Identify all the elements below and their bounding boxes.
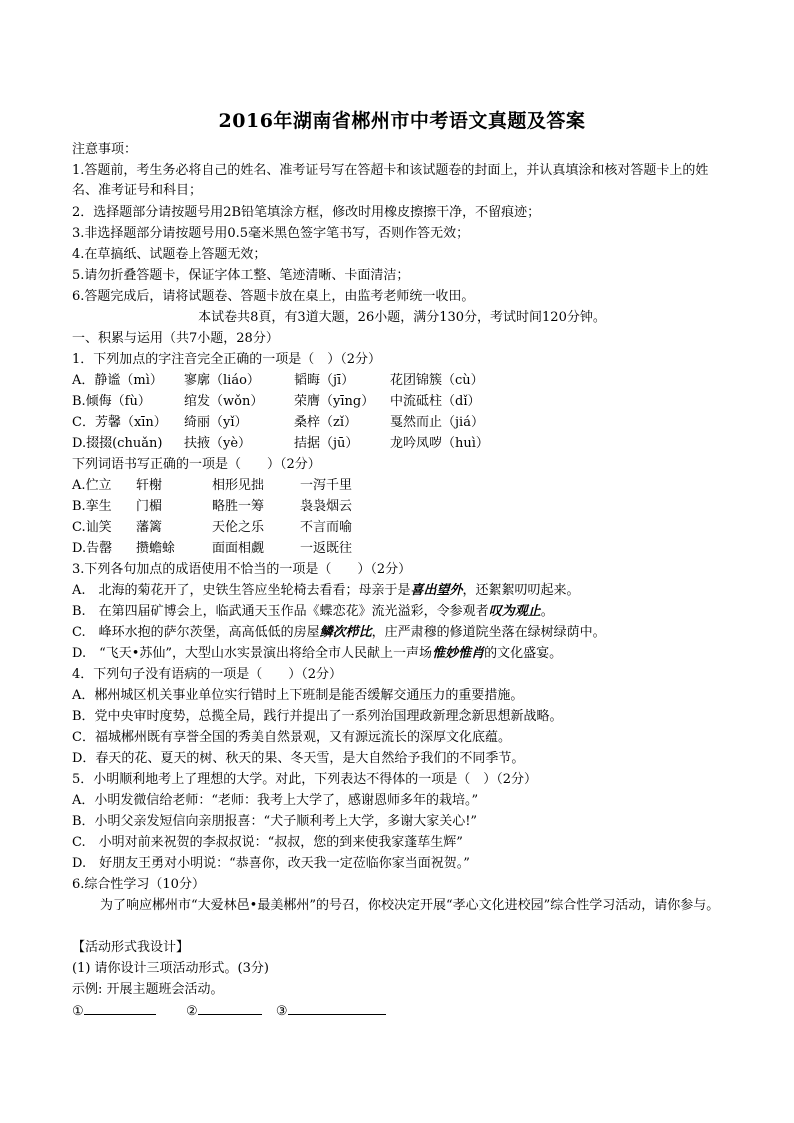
question-4-option-a: A．郴州城区机关事业单位实行错时上下班制是能否缓解交通压力的重要措施。 <box>72 688 524 703</box>
option-item: 天伦之乐 <box>212 520 265 535</box>
blank-marker: ② <box>185 1004 198 1019</box>
note-item-3: 3.非选择题部分请按题号用0.5毫米黑色签字笔书写，否则作答无效； <box>72 226 470 241</box>
question-2-option-b <box>72 497 352 517</box>
option-item: A.伫立 <box>72 478 112 493</box>
emphasized-idiom: 叹为观止 <box>488 604 541 619</box>
option-item: 龙吟凤哕（huì） <box>390 436 489 451</box>
option-item: C.讪笑 <box>72 520 112 535</box>
option-text: 的文化盛宴。 <box>484 646 563 661</box>
option-item: B.挛生 <box>72 499 112 514</box>
answer-blanks <box>72 1001 386 1022</box>
note-item-5: 5.请勿折叠答题卡，保证字体工整、笔迹清晰、卡面清洁； <box>72 268 410 283</box>
blank-marker: ① <box>72 1004 84 1019</box>
option-item: 面面相觑 <box>212 541 265 556</box>
option-item: 绾发（wǒn） <box>184 394 264 409</box>
option-item: D.掇掇(chuǎn) <box>72 436 163 451</box>
question-1-option-a <box>72 371 484 391</box>
option-item: 绮丽（yǐ） <box>184 415 248 430</box>
option-text: 。 <box>540 604 554 619</box>
option-item: 桑梓（zǐ） <box>294 415 358 430</box>
note-item-4: 4.在草搞纸、试题卷上答题无效； <box>72 247 267 262</box>
question-1-option-b <box>72 392 480 412</box>
question-2-stem: 下列词语书写正确的一项是（ ）（2分） <box>72 457 321 472</box>
option-item: D.告罄 <box>72 541 113 556</box>
option-item: 一泻千里 <box>300 478 353 493</box>
answer-blank-3[interactable] <box>288 1001 386 1015</box>
emphasized-idiom: 惟妙惟肖 <box>432 646 485 661</box>
question-2-option-c <box>72 518 352 538</box>
option-item: 轩榭 <box>136 478 163 493</box>
question-5-stem: 5．小明顺利地考上了理想的大学。对此，下列表达不得体的一项是（ ）（2分） <box>72 772 538 787</box>
answer-blank-1[interactable] <box>84 1001 156 1015</box>
option-item: C．芳馨（xīn） <box>72 415 167 430</box>
option-item: 藩篱 <box>136 520 163 535</box>
option-item: 一返既往 <box>300 541 353 556</box>
question-2-option-a <box>72 476 352 496</box>
option-item: 戛然而止（jiá） <box>390 415 484 430</box>
question-4-option-c: C．福城郴州既有享誉全国的秀美自然景观，又有源远流长的深厚文化底蕴。 <box>72 730 511 745</box>
note-item-2: 2．选择题部分请按题号用2B铅笔填涂方框，修改时用橡皮擦擦干净，不留痕迹； <box>72 205 541 220</box>
note-item-6: 6.答题完成后，请将试题卷、答题卡放在桌上，由监考老师统一收田。 <box>72 289 475 304</box>
question-1-option-c <box>72 413 484 433</box>
option-item: B.倾侮（fù） <box>72 394 151 409</box>
note-item-1: 1.答题前，考生务必将自己的姓名、准考证号写在答超卡和该试题卷的封面上，并认真填涂和核对答题卡上的姓名、准考证号和科目； <box>72 163 709 198</box>
option-item: 拮据（jū） <box>294 436 359 451</box>
question-5-option-a: A．小明发微信给老师：“老师：我考上大学了，感谢恩师多年的栽培。” <box>72 793 479 808</box>
option-item: 相形见拙 <box>212 478 265 493</box>
question-5-option-b: B．小明父亲发短信向亲朋报喜：“犬子顺利考上大学，多谢大家关心!” <box>72 814 478 829</box>
question-3-option-c <box>72 623 606 643</box>
option-item: 韬晦（jī） <box>294 373 355 388</box>
option-item: 荣膺（yīng） <box>294 394 375 409</box>
option-item: 门楣 <box>136 499 163 514</box>
option-text: B. 在第四届矿博会上，临武通天玉作品《蝶恋花》流光溢彩，令参观者 <box>72 604 489 619</box>
page-title: 2016年湖南省郴州市中考语文真题及答案 <box>218 110 586 132</box>
question-5-option-d: D. 好朋友王勇对小明说：“恭喜你，改天我一定莅临你家当面祝贺。” <box>72 856 470 871</box>
option-item: 中流砥柱（dǐ） <box>390 394 481 409</box>
question-4-option-b: B．党中央审时度势，总揽全局，践行并提出了一系列治国理政新理念新思想新战略。 <box>72 709 563 724</box>
option-item: 不言而喻 <box>300 520 353 535</box>
option-text: ，还絮絮叨叨起来。 <box>462 583 580 598</box>
option-item: A．静谧（mì） <box>72 373 163 388</box>
question-6-stem: 6.综合性学习（10分） <box>72 877 205 892</box>
question-4-option-d: D．春天的花、夏天的树、秋天的果、冬天雪，是大自然给予我们的不同季节。 <box>72 751 525 766</box>
option-item: 扶掖（yè） <box>184 436 252 451</box>
question-3-option-a <box>72 581 580 601</box>
question-4-stem: 4．下列句子没有语病的一项是（ ）（2分） <box>72 667 343 682</box>
question-6-sub-1: (1) 请你设计三项活动形式。(3分) <box>72 961 269 976</box>
option-item: 寥廓（liáo） <box>184 373 260 388</box>
answer-blank-2[interactable] <box>198 1001 262 1015</box>
option-item: 袅袅烟云 <box>300 499 353 514</box>
blank-marker: ③ <box>275 1004 288 1019</box>
option-text: A. 北海的菊花开了，史铁生答应坐轮椅去看看；母亲于是 <box>72 583 411 598</box>
question-3-option-b <box>72 602 554 622</box>
option-text: C. 峰环水抱的萨尔茨堡，高高低低的房屋 <box>72 625 320 640</box>
option-item: 略胜一筹 <box>212 499 265 514</box>
activity-heading: 【活动形式我设计】 <box>72 940 190 955</box>
question-3-stem: 3.下列各句加点的成语使用不恰当的一项是（ ）（2分） <box>72 562 412 577</box>
emphasized-idiom: 喜出望外 <box>410 583 463 598</box>
exam-summary: 本试卷共8頁，有3道大题，26小题，满分130分，考试时间120分钟。 <box>198 310 606 325</box>
question-5-option-c: C. 小明对前来祝贺的李叔叔说：“叔叔，您的到来使我家蓬荜生辉” <box>72 835 463 850</box>
option-item: 花团锦簇（cù） <box>390 373 484 388</box>
question-6-intro: 为了响应郴州市“大爱林邑•最美郴州”的号召，你校决定开展“孝心文化进校园”综合性学习活动，请你参与。 <box>100 898 720 913</box>
notes-heading: 注意事项： <box>72 142 138 157</box>
question-3-option-d <box>72 644 562 664</box>
section-heading: 一、积累与运用（共7小题，28分） <box>72 331 279 346</box>
question-2-option-d <box>72 539 352 559</box>
option-item: 攒蟾蜍 <box>136 541 176 556</box>
option-text: D. “飞天•苏仙”，大型山水实景演出将给全市人民献上一声场 <box>72 646 433 661</box>
question-1-option-d <box>72 434 489 454</box>
emphasized-idiom: 鳞次栉比 <box>319 625 372 640</box>
question-1-stem: 1．下列加点的字注音完全正确的一项是（ ）（2分） <box>72 352 382 367</box>
option-text: ，庄严肃穆的修道院坐落在绿树绿荫中。 <box>371 625 606 640</box>
example-text: 示例: 开展主题班会活动。 <box>72 982 224 997</box>
